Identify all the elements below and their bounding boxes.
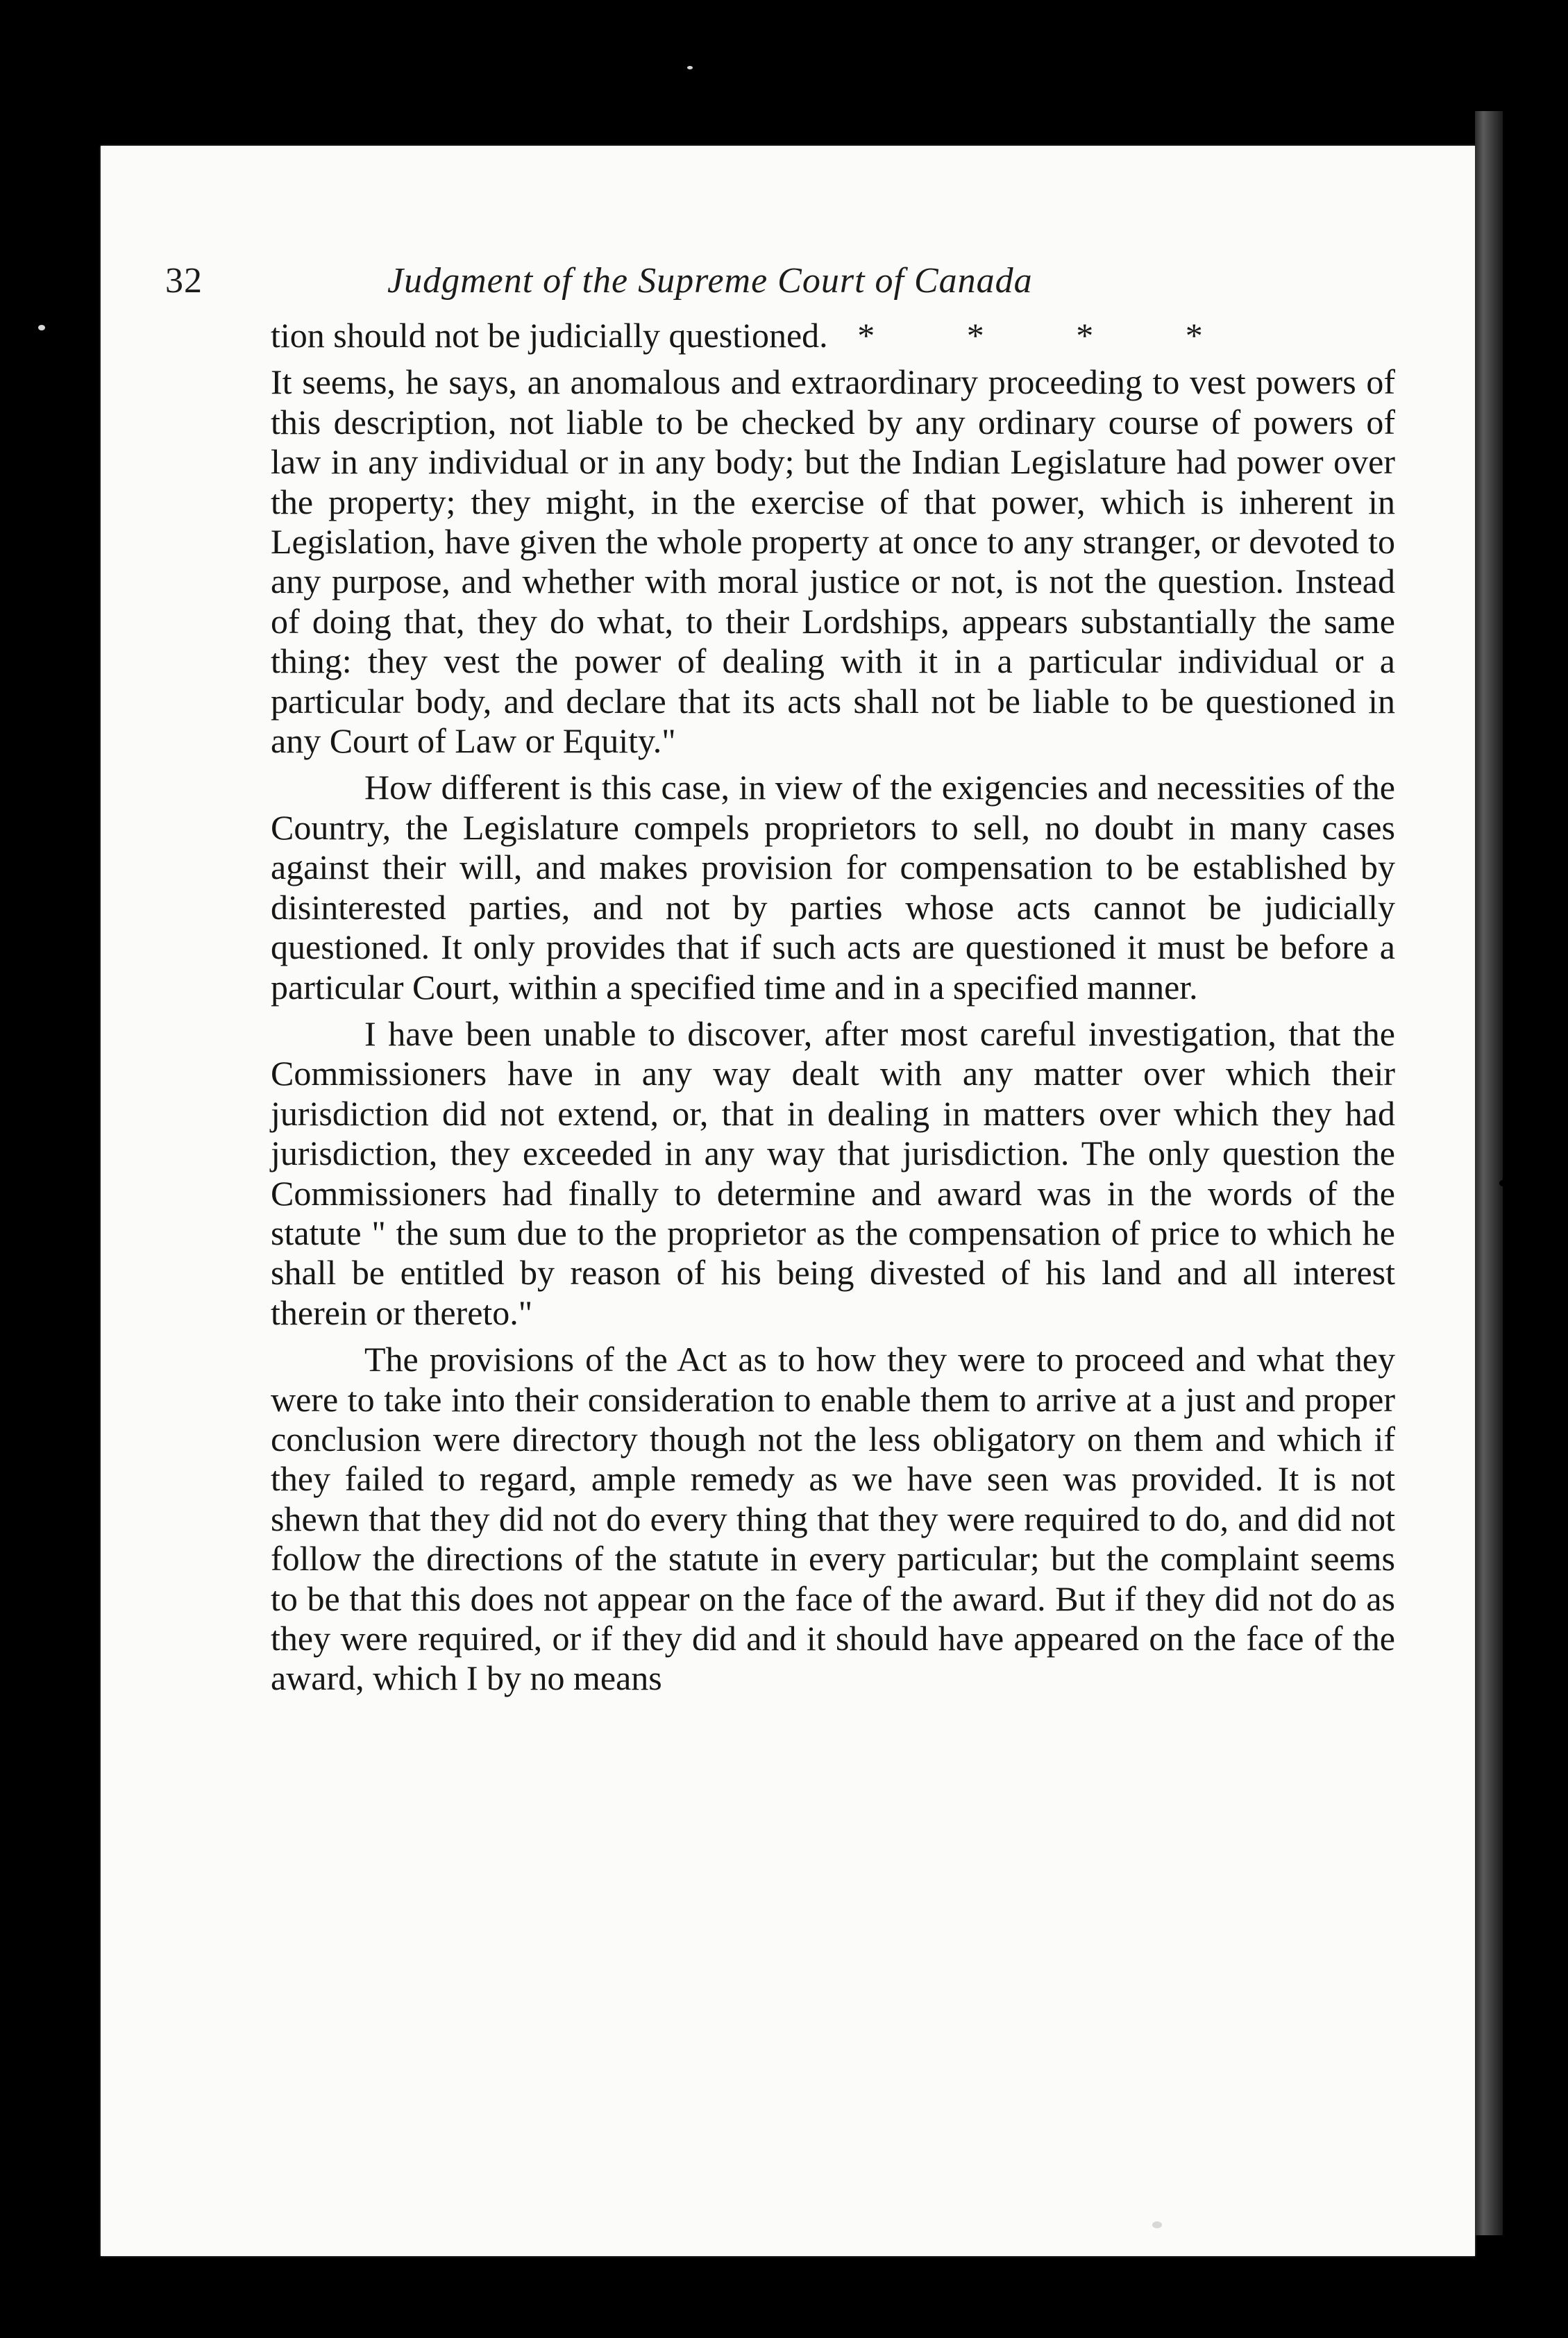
- paragraph-text: tion should not be judicially questioned.: [271, 316, 828, 355]
- scan-speck: [1152, 2221, 1162, 2228]
- scan-speck: [1499, 1180, 1506, 1186]
- paragraph: How different is this case, in view of the exigencies and necessities of the Country, the Legislature compels proprietors to sell, no doubt in many cases against their will, and makes provision for compensation to be established by disinterested parties, and not by parties whose acts cannot be judicially questioned. It only provides that if such acts are questioned it must be before a particular Court, within a specified time and in a specified manner.: [271, 768, 1395, 1007]
- paragraph-continuation: [271, 316, 1395, 355]
- scan-speck: [38, 325, 45, 330]
- running-header: [165, 260, 1248, 309]
- page-number: 32: [165, 261, 203, 301]
- scan-speck: [687, 66, 693, 69]
- running-title: Judgment of the Supreme Court of Canada: [387, 261, 1033, 301]
- paragraph: The provisions of the Act as to how they were to proceed and what they were to take into their consideration to enable them to arrive at a just and proper conclusion were directory though not the less obligatory on them and which if they failed to regard, ample remedy as we have seen was provided. It is not shewn that they did not do every thing that they were required to do, and did not follow the directions of the statute in every particular; but the complaint seems to be that this does not appear on the face of the award. But if they did not do as they were required, or if they did and it should have appeared on the face of the award, which I by no means: [271, 1340, 1395, 1698]
- facing-page-edge: [1475, 111, 1503, 2235]
- paragraph: I have been unable to discover, after most careful investigation, that the Commissioners have in any way dealt with any matter over which their jurisdiction did not extend, or, that in dealing in matters over which they had jurisdiction, they exceeded in any way that jurisdiction. The only question the Commissioners had finally to determine and award was in the words of the statute " the sum due to the proprietor as the compensation of price to which he shall be entitled by reason of his being divested of his land and all interest therein or thereto.": [271, 1014, 1395, 1332]
- body-text: [271, 316, 1395, 1706]
- ellipsis-stars: * * * *: [857, 316, 1245, 355]
- paragraph-quote: It seems, he says, an anomalous and extraordinary proceeding to vest powers of this description, not liable to be checked by any ordinary course of powers of law in any individual or in any body; but the Indian Legislature had power over the property; they might, in the exercise of that power, which is inherent in Legislation, have given the whole property at once to any stranger, or devoted to any purpose, and whether with moral justice or not, is not the question. Instead of doing that, they do what, to their Lordships, appears substantially the same thing: they vest the power of dealing with it in a particular individual or a particular body, and declare that its acts shall not be liable to be questioned in any Court of Law or Equity.": [271, 362, 1395, 761]
